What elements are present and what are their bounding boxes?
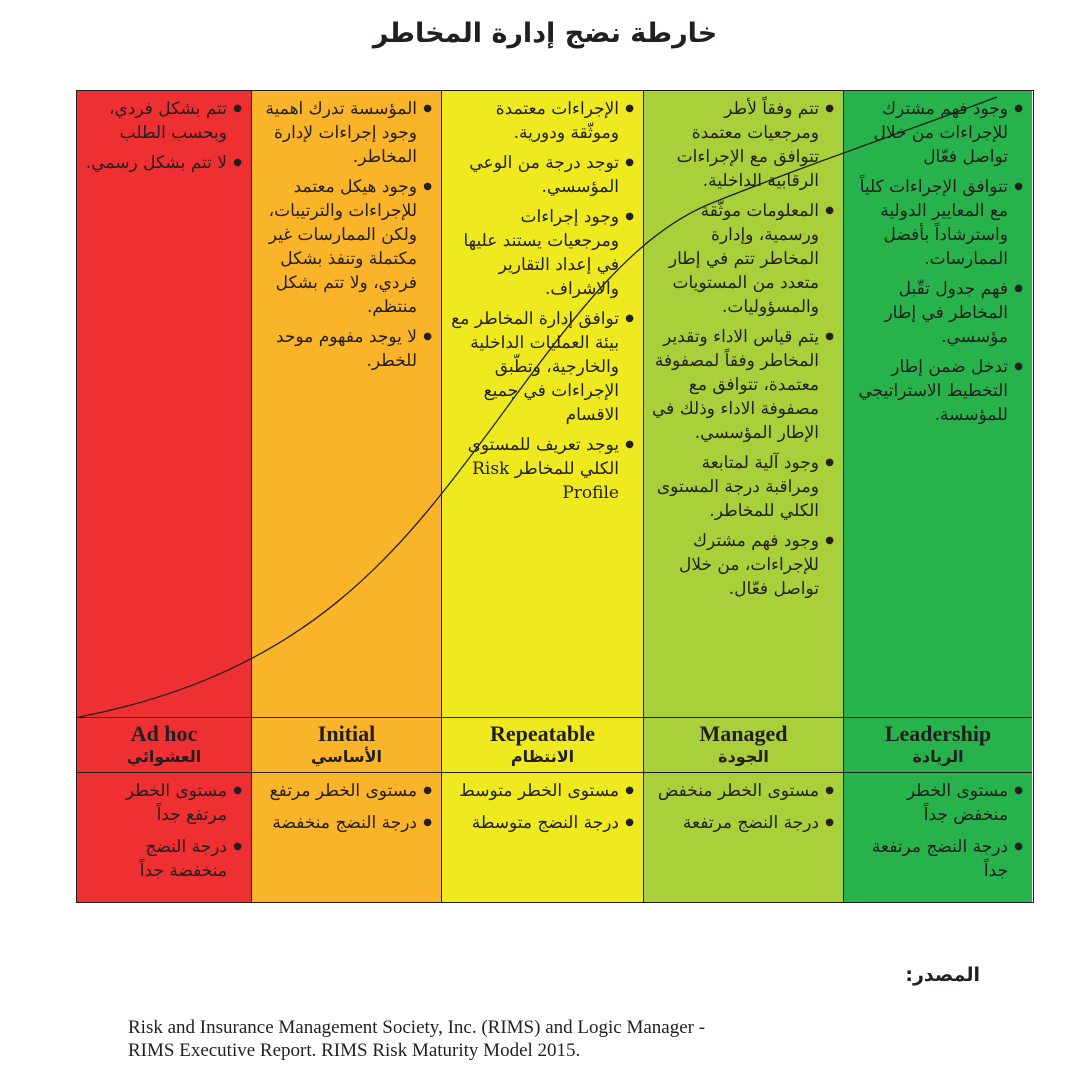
level-adhoc-en: Ad hoc [130,721,198,746]
initial-summary [252,773,441,835]
level-adhoc-ar: العشوائي [126,747,202,766]
level-initial [252,717,441,773]
column-managed [644,91,844,902]
reference-line-2: RIMS Executive Report. RIMS Risk Maturity Model 2015. [128,1040,581,1061]
level-repeatable [442,717,643,773]
criterion-item: ● درجة النضج مرتفعة جداً [850,835,1022,883]
level-managed-en: Managed [699,721,788,746]
adhoc-summary [77,773,251,883]
criterion-item: ● درجة النضج متوسطة [448,811,633,835]
criterion-item: ● تتم بشكل فردي، وبحسب الطلب [83,97,241,145]
criterion-item: ● الإجراءات معتمدة وموثّقة ودورية. [448,97,633,145]
reference [128,1016,928,1062]
level-managed-ar: الجودة [718,747,769,766]
criterion-item: ● المعلومات موثّقة ورسمية، وإدارة المخاطر تتم في إطار متعدد من المستويات والمسؤوليات. [650,199,833,319]
criterion-item: ● مستوى الخطر مرتفع جداً [83,779,241,827]
initial-criteria [252,91,441,373]
criterion-item: ● تتوافق الإجراءات كلياً مع المعايير الدولية واسترشاداً بأفضل الممارسات. [850,175,1022,271]
managed-criteria [644,91,843,601]
level-initial-en: Initial [317,721,376,746]
criterion-item: ● فهم جدول تقّبل المخاطر في إطار مؤسسي. [850,277,1022,349]
adhoc-criteria [77,91,251,175]
criterion-item: ● مستوى الخطر متوسط [448,779,633,803]
source-label: المصدر: [905,964,980,986]
criterion-item: ● درجة النضج منخفضة [258,811,431,835]
column-leadership [844,91,1032,902]
criterion-item: ● تدخل ضمن إطار التخطيط الاستراتيجي للمؤسسة. [850,355,1022,427]
criterion-item: ● توجد درجة من الوعي المؤسسي. [448,151,633,199]
managed-summary [644,773,843,835]
criterion-item: ● وجود هيكل معتمد للإجراءات والترتيبات، ولكن الممارسات غير مكتملة وتنفذ بشكل فردي، ولا تتم بشكل منتظم. [258,175,431,319]
leadership-summary [844,773,1032,883]
criterion-item: ● يتم قياس الاداء وتقدير المخاطر وفقاً لمصفوفة معتمدة، تتوافق مع مصفوفة الاداء وذلك في الإطار المؤسسي. [650,325,833,445]
criterion-item: ● لا تتم بشكل رسمي. [83,151,241,175]
level-repeatable-en: Repeatable [489,721,596,746]
maturity-grid [76,90,1034,903]
repeatable-criteria [442,91,643,505]
criterion-item: ● وجود آلية لمتابعة ومراقبة درجة المستوى الكلي للمخاطر. [650,451,833,523]
reference-line-1: Risk and Insurance Management Society, Inc. (RIMS) and Logic Manager - [128,1017,706,1038]
level-leadership-en: Leadership [884,721,992,746]
column-adhoc [77,91,252,902]
criterion-item: ● درجة النضج مرتفعة [650,811,833,835]
column-initial [252,91,442,902]
level-initial-ar: الأساسي [310,747,383,766]
criterion-item: ● لا يوجد مفهوم موحد للخطر. [258,325,431,373]
criterion-item: ● يوجد تعريف للمستوى الكلي للمخاطر Risk Profile [448,433,633,505]
criterion-item: ● مستوى الخطر منخفض جداً [850,779,1022,827]
criterion-item: ● وجود فهم مشترك للإجراءات من خلال تواصل فعّال [850,97,1022,169]
criterion-item: ● وجود فهم مشترك للإجراءات، من خلال تواصل فعّال. [650,529,833,601]
leadership-criteria [844,91,1032,427]
chart-title: خارطة نضج إدارة المخاطر [372,18,718,49]
level-leadership-ar: الريادة [912,747,964,766]
level-repeatable-ar: الانتظام [510,747,575,766]
criterion-item: ● وجود إجراءات ومرجعيات يستند عليها في إعداد التقارير والاشراف. [448,205,633,301]
column-repeatable [442,91,644,902]
criterion-item: ● مستوى الخطر منخفض [650,779,833,803]
repeatable-summary [442,773,643,835]
criterion-item: ● مستوى الخطر مرتفع [258,779,431,803]
level-managed [644,717,843,773]
criterion-item: ● درجة النضج منخفضة جداً [83,835,241,883]
criterion-item: ● تتم وفقاً لأطر ومرجعيات معتمدة تتوافق مع الإجراءات الرقابية الداخلية. [650,97,833,193]
level-adhoc [77,717,251,773]
level-leadership [844,717,1032,773]
criterion-item: ● توافق إدارة المخاطر مع بيئة العمليات الداخلية والخارجية، وتطّبق الإجراءات في جميع الاقسام [448,307,633,427]
criterion-item: ● المؤسسة تدرك اهمية وجود إجراءات لإدارة المخاطر. [258,97,431,169]
